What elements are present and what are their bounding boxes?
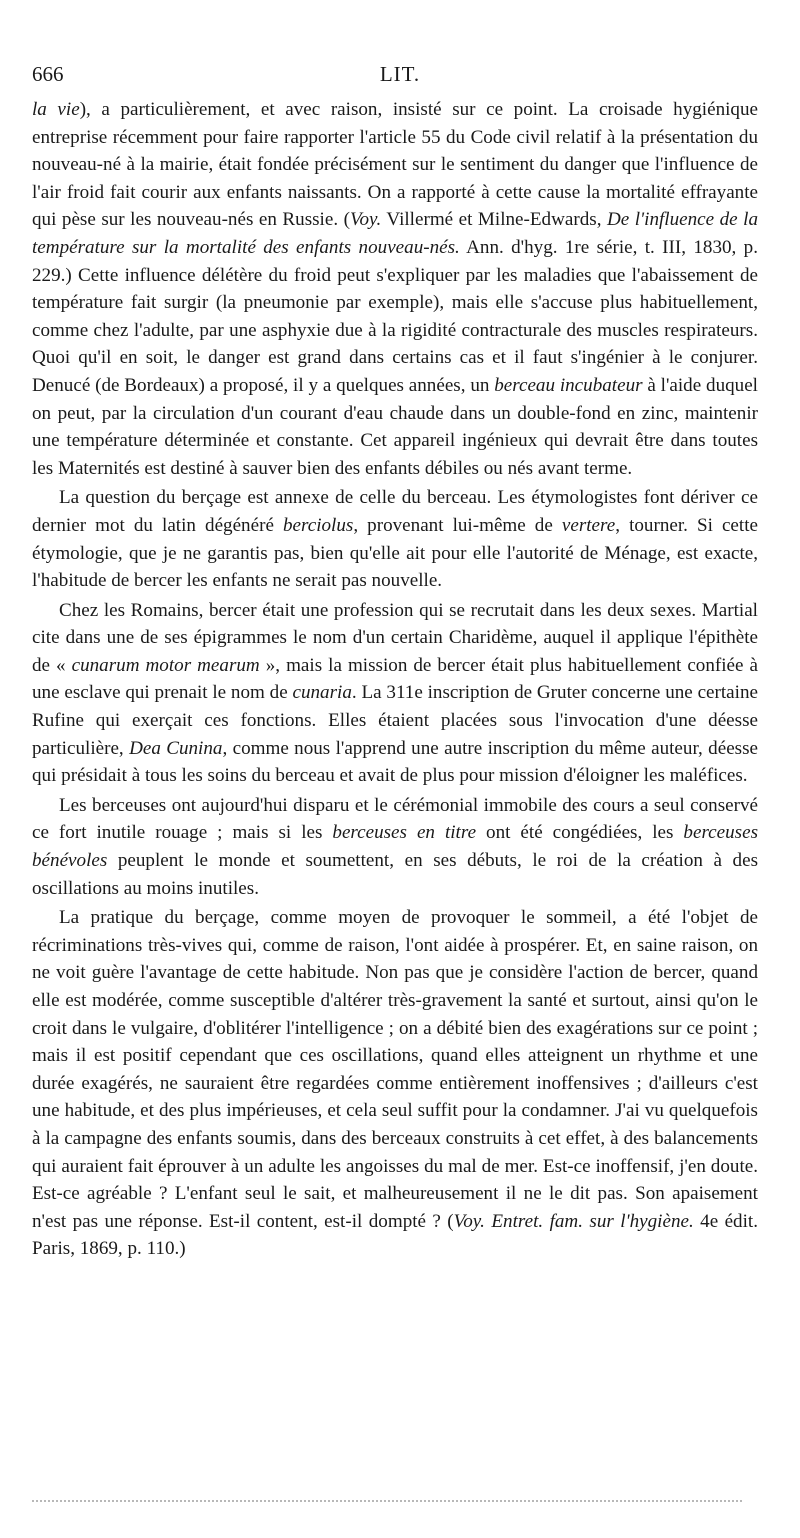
italic-run: la vie xyxy=(32,99,80,120)
italic-run: berceau incubateur xyxy=(494,374,643,396)
paragraph-1 xyxy=(32,96,758,482)
text-run: Les berceuses ont aujourd'hui disparu et le cérémonial immobile des cours a seul conservé ce fort inutile rouage ; mais si les xyxy=(32,794,758,844)
italic-run: Dea Cunina xyxy=(129,737,223,759)
text-run: , tourner. Si cette étymologie, que je ne garantis pas, bien qu'elle ait pour elle l'autorité de Ménage, est exacte, l'habitude de bercer les enfants ne serait pas nouvelle. xyxy=(32,514,758,592)
text-run: La pratique du berçage, comme moyen de provoquer le sommeil, a été l'objet de récriminations très-vives qui, comme de raison, l'ont aidée à prospérer. Et, en saine raison, on ne voit guère l'avantage de cette habitude. Non pas que je considère l'action de bercer, quand elle est modérée, comme susceptible d'altérer très-gravement la santé et surtout, ainsi qu'on le croit dans le vulgaire, d'oblitérer l'intelligence ; on a débité bien des exagérations sur ce point ; mais il est positif cependant que ces oscillations, quand elles atteignent un rhythme et une durée exagérés, ne sauraient être regardées comme entièrement inoffensives ; d'ailleurs c'est une habitude, et des plus impérieuses, et cela seul suffit pour la condamner. J'ai vu quelquefois à la campagne des enfants soumis, dans des berceaux construits à cet effet, à des balancements qui auraient fait éprouver à un adulte les angoisses du mal de mer. Est-ce inoffensif, j'en doute. Est-ce agréable ? L'enfant seul le sait, et malheureusement il ne le dit pas. Son apaisement n'est pas une réponse. Est-il content, est-il dompté ? ( xyxy=(32,907,758,1232)
italic-run: vertere xyxy=(561,514,616,536)
text-run: Villermé et Milne-Edwards, xyxy=(381,209,607,231)
text-run: . La 311e inscription de Gruter concerne une certaine Rufine qui exerçait ces fonctions. Elles étaient placées sous l'invocation d'une déesse particulière, xyxy=(32,682,758,759)
italic-run: berceuses bénévoles xyxy=(32,822,758,872)
text-run: , provenant lui-même de xyxy=(353,514,562,536)
text-run: à l'aide duquel on peut, par la circulation d'un courant d'eau chaude dans un double-fond en zinc, maintenir une température déterminée et constante. Cet appareil ingénieux qui devrait être dans toutes les Maternités est destiné à sauver bien des enfants débiles ou nés avant terme. xyxy=(32,374,758,479)
italic-run: berciolus xyxy=(282,514,354,536)
page-number: 666 xyxy=(32,62,64,86)
scan-noise-line xyxy=(32,1500,742,1502)
body-text xyxy=(32,96,758,1263)
text-run: ), a particulièrement, et avec raison, insisté sur ce point. La croisade hygiénique entreprise récemment pour faire rapporter l'article 55 du Code civil relatif à la présentation du nouveau-né à la mairie, était fondée précisément sur le sentiment du danger que l'influence de l'air froid fait courir aux enfants naissants. On a rapporté à cette cause la mortalité effrayante qui pèse sur les nouveau-nés en Russie. ( xyxy=(32,99,758,231)
text-run: », mais la mission de bercer était plus habituellement confiée à une esclave qui prenait le nom de xyxy=(32,654,758,704)
italic-run: De l'influence de la température sur la mortalité des enfants nouveau-nés. xyxy=(32,209,758,258)
text-run: La question du berçage est annexe de celle du berceau. Les étymologistes font dériver ce dernier mot du latin dégénéré xyxy=(32,487,758,536)
italic-run: berceuses en titre xyxy=(332,822,477,844)
italic-run: cunaria xyxy=(292,682,352,704)
text-run: Ann. d'hyg. 1re série, t. III, 1830, p. 229.) Cette influence délétère du froid peut s'expliquer par les maladies que l'abaissement de température fait surgir (la pneumonie par exemple), mais elle s'accuse plus habituellement, comme chez l'adulte, par une asphyxie due à la rigidité contracturale des muscles respirateurs. Quoi qu'il en soit, le danger est grand dans certains cas et il faut s'ingénier à le conjurer. Denucé (de Bordeaux) a proposé, il y a quelques années, un xyxy=(32,236,758,396)
text-run: peuplent le monde et soumettent, en ses débuts, le roi de la création à des oscillations au moins inutiles. xyxy=(32,850,758,899)
italic-run: Voy. xyxy=(349,209,382,231)
paragraph-4 xyxy=(32,792,758,902)
text-run: ont été congédiées, les xyxy=(476,822,684,844)
paragraph-3 xyxy=(32,597,758,790)
text-run: 4e édit. Paris, 1869, p. 110.) xyxy=(32,1210,758,1260)
page-header xyxy=(32,62,768,92)
paragraph-5 xyxy=(32,904,758,1263)
paragraph-2 xyxy=(32,484,758,594)
italic-run: Voy. Entret. fam. sur l'hygiène. xyxy=(453,1210,694,1232)
text-run: , comme nous l'apprend une autre inscription du même auteur, déesse qui présidait à tous les soins du berceau et avait de plus pour mission d'éloigner les maléfices. xyxy=(32,737,759,787)
running-head: LIT. xyxy=(379,62,421,86)
italic-run: cunarum motor mearum xyxy=(71,654,260,676)
text-run: Chez les Romains, bercer était une profession qui se recrutait dans les deux sexes. Martial cite dans une de ses épigrammes le nom d'un certain Charidème, auquel il applique l'épithète de « xyxy=(32,599,758,676)
